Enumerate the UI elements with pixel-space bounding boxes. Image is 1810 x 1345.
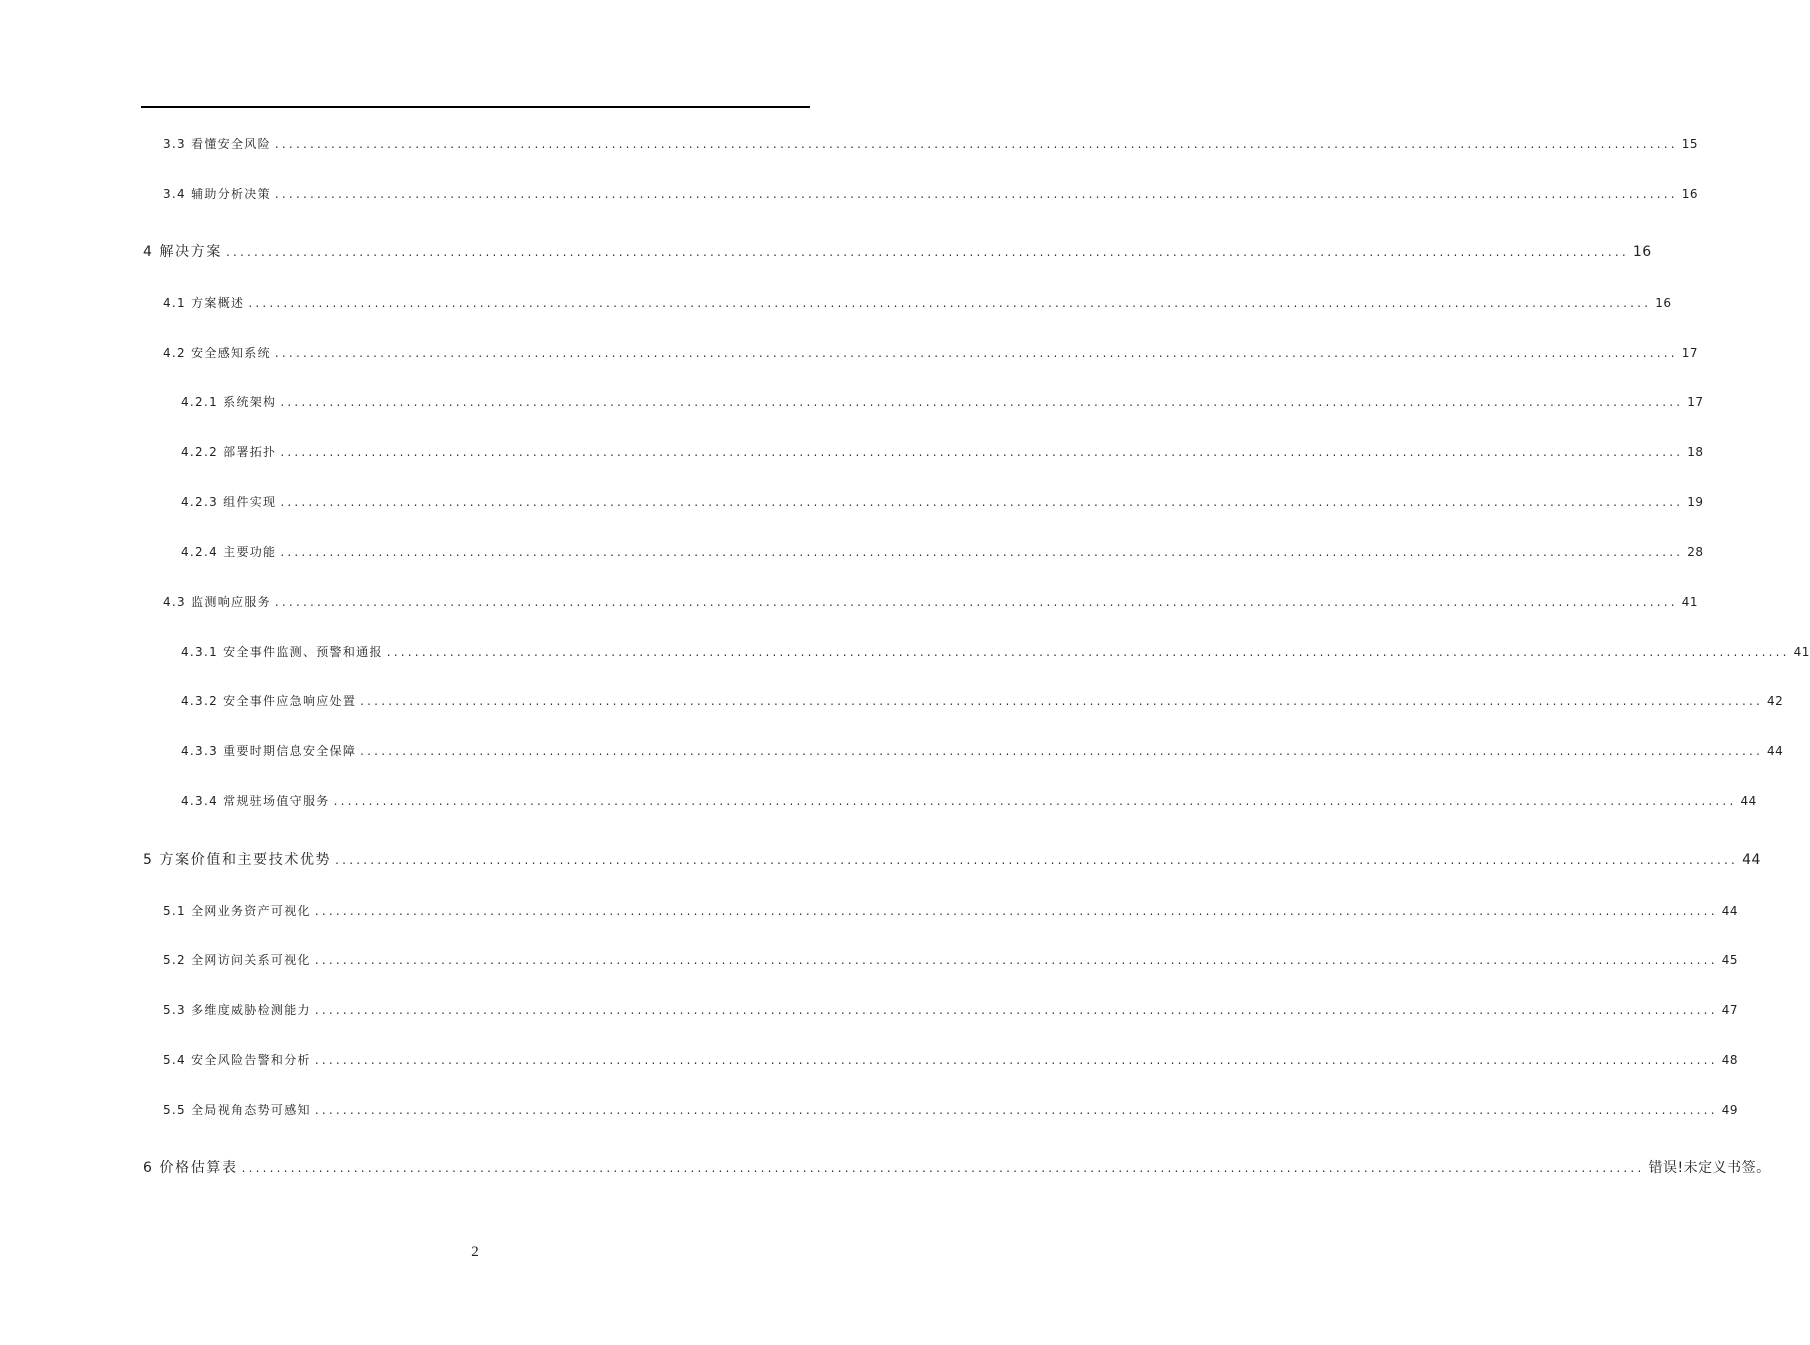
toc-entry-label: 5.3 多维度威胁检测能力 bbox=[163, 1003, 311, 1017]
toc-entry-page: 17 bbox=[1687, 395, 1704, 409]
toc-dot-leader: ........................................................................................................................................................................................................ bbox=[225, 245, 1629, 259]
toc-entry-page: 16 bbox=[1632, 244, 1652, 260]
toc-entry[interactable] bbox=[163, 294, 1672, 311]
toc-entry-page: 16 bbox=[1681, 187, 1699, 201]
toc-entry[interactable] bbox=[181, 493, 1704, 510]
toc-entry[interactable] bbox=[163, 951, 1738, 968]
toc-entry[interactable] bbox=[163, 1101, 1738, 1118]
toc-entry[interactable] bbox=[181, 543, 1704, 560]
toc-entry-page: 18 bbox=[1687, 445, 1704, 459]
toc-entry-label: 4.2.2 部署拓扑 bbox=[181, 445, 277, 459]
toc-dot-leader: ........................................................................................................................................................................................................ bbox=[314, 904, 1718, 918]
toc-dot-leader: ........................................................................................................................................................................................................ bbox=[314, 953, 1718, 967]
toc-entry-page: 错误!未定义书签。 bbox=[1648, 1160, 1771, 1176]
toc-entry[interactable] bbox=[181, 643, 1810, 660]
toc-dot-leader: ........................................................................................................................................................................................................ bbox=[274, 595, 1678, 609]
toc-dot-leader: ........................................................................................................................................................................................................ bbox=[386, 645, 1790, 659]
toc-entry-label: 4.3.2 安全事件应急响应处置 bbox=[181, 694, 357, 708]
toc-dot-leader: ........................................................................................................................................................................................................ bbox=[280, 395, 1684, 409]
toc-entry-page: 45 bbox=[1721, 953, 1738, 967]
toc-entry-page: 47 bbox=[1721, 1003, 1738, 1017]
toc-entry[interactable] bbox=[163, 344, 1699, 361]
toc-entry[interactable] bbox=[181, 692, 1784, 709]
toc-entry[interactable] bbox=[163, 185, 1699, 202]
toc-entry[interactable] bbox=[163, 1051, 1738, 1068]
toc-entry-label: 4.3.3 重要时期信息安全保障 bbox=[181, 744, 357, 758]
toc-entry[interactable] bbox=[143, 241, 1652, 261]
toc-entry-page: 28 bbox=[1687, 545, 1704, 559]
toc-entry-label: 4.3 监测响应服务 bbox=[163, 595, 271, 609]
toc-entry[interactable] bbox=[143, 849, 1761, 869]
toc-dot-leader: ........................................................................................................................................................................................................ bbox=[314, 1053, 1718, 1067]
toc-entry-page: 44 bbox=[1742, 852, 1761, 868]
toc-dot-leader: ........................................................................................................................................................................................................ bbox=[314, 1003, 1718, 1017]
toc-entry[interactable] bbox=[181, 443, 1704, 460]
toc-dot-leader: ........................................................................................................................................................................................................ bbox=[274, 137, 1678, 151]
toc-dot-leader: ........................................................................................................................................................................................................ bbox=[274, 187, 1678, 201]
toc-dot-leader: ........................................................................................................................................................................................................ bbox=[333, 794, 1737, 808]
page-number: 2 bbox=[471, 1244, 479, 1260]
toc-entry-page: 42 bbox=[1767, 694, 1784, 708]
toc-entry-page: 44 bbox=[1721, 904, 1738, 918]
toc-entry-label: 5.4 安全风险告警和分析 bbox=[163, 1053, 311, 1067]
toc-entry-page: 15 bbox=[1681, 137, 1699, 151]
toc-entry-label: 4.2.1 系统架构 bbox=[181, 395, 277, 409]
toc-entry-page: 48 bbox=[1721, 1053, 1738, 1067]
toc-entry-page: 41 bbox=[1793, 645, 1810, 659]
toc-entry[interactable] bbox=[143, 1157, 1771, 1177]
toc-entry[interactable] bbox=[181, 393, 1704, 410]
toc-entry-label: 4.2.3 组件实现 bbox=[181, 495, 277, 509]
toc-entry-page: 17 bbox=[1681, 346, 1699, 360]
toc-dot-leader: ........................................................................................................................................................................................................ bbox=[248, 296, 1652, 310]
toc-entry-page: 44 bbox=[1767, 744, 1784, 758]
toc-entry-label: 3.4 辅助分析决策 bbox=[163, 187, 271, 201]
toc-dot-leader: ........................................................................................................................................................................................................ bbox=[360, 694, 1764, 708]
toc-entry-label: 4.1 方案概述 bbox=[163, 296, 245, 310]
toc-entry[interactable] bbox=[181, 792, 1757, 809]
toc-entry-label: 4.2.4 主要功能 bbox=[181, 545, 277, 559]
toc-entry-page: 19 bbox=[1687, 495, 1704, 509]
toc-entry-page: 41 bbox=[1681, 595, 1699, 609]
toc-entry-label: 4.2 安全感知系统 bbox=[163, 346, 271, 360]
toc-entry-label: 3.3 看懂安全风险 bbox=[163, 137, 271, 151]
toc-entry-label: 5.5 全局视角态势可感知 bbox=[163, 1103, 311, 1117]
toc-entry[interactable] bbox=[163, 135, 1699, 152]
toc-entry-label: 5 方案价值和主要技术优势 bbox=[143, 852, 332, 868]
toc-entry[interactable] bbox=[163, 1001, 1738, 1018]
toc-dot-leader: ........................................................................................................................................................................................................ bbox=[360, 744, 1764, 758]
toc-entry-label: 4.3.1 安全事件监测、预警和通报 bbox=[181, 645, 383, 659]
header-rule bbox=[141, 106, 810, 108]
toc-entry-label: 6 价格估算表 bbox=[143, 1160, 238, 1176]
toc-dot-leader: ........................................................................................................................................................................................................ bbox=[280, 445, 1684, 459]
toc-dot-leader: ........................................................................................................................................................................................................ bbox=[280, 495, 1684, 509]
toc-dot-leader: ........................................................................................................................................................................................................ bbox=[274, 346, 1678, 360]
toc-entry-page: 49 bbox=[1721, 1103, 1738, 1117]
toc-entry-label: 4 解决方案 bbox=[143, 244, 222, 260]
toc-entry[interactable] bbox=[181, 742, 1784, 759]
toc-dot-leader: ........................................................................................................................................................................................................ bbox=[314, 1103, 1718, 1117]
toc-dot-leader: ........................................................................................................................................................................................................ bbox=[280, 545, 1684, 559]
toc-dot-leader: ........................................................................................................................................................................................................ bbox=[335, 853, 1739, 867]
toc-entry-label: 4.3.4 常规驻场值守服务 bbox=[181, 794, 330, 808]
toc-entry-page: 16 bbox=[1655, 296, 1672, 310]
toc-entry-label: 5.1 全网业务资产可视化 bbox=[163, 904, 311, 918]
toc-entry-page: 44 bbox=[1740, 794, 1757, 808]
toc-entry-label: 5.2 全网访问关系可视化 bbox=[163, 953, 311, 967]
toc-entry[interactable] bbox=[163, 593, 1699, 610]
toc-entry[interactable] bbox=[163, 902, 1738, 919]
toc-dot-leader: ........................................................................................................................................................................................................ bbox=[241, 1161, 1645, 1175]
